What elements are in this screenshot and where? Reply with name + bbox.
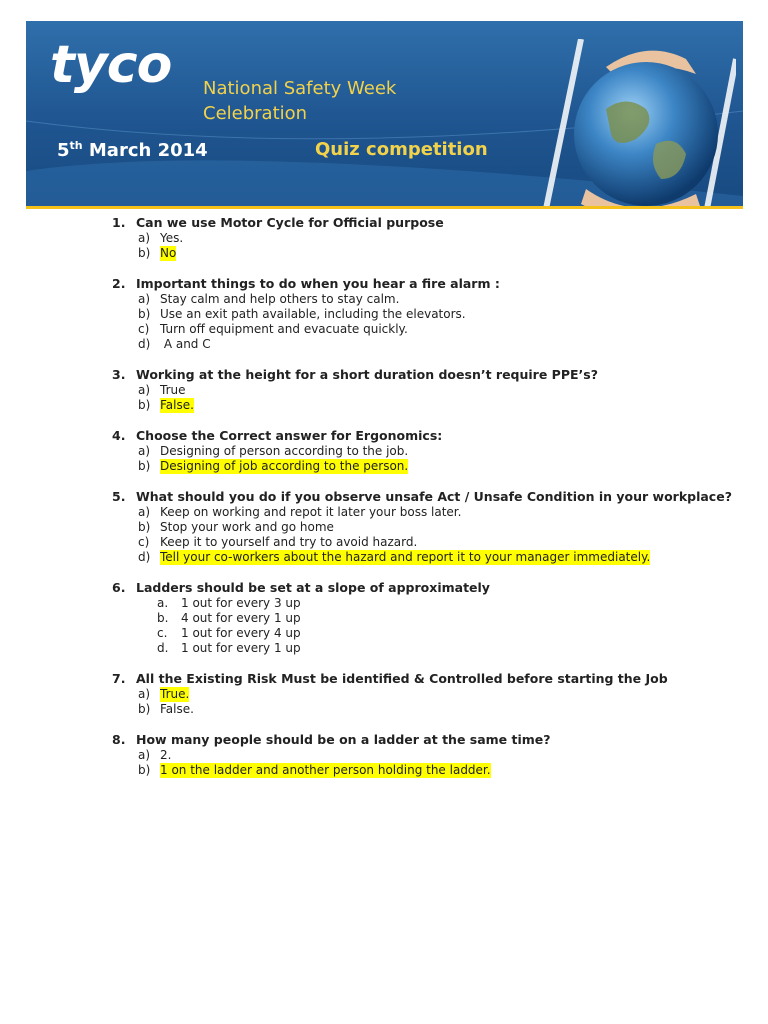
quiz-content bbox=[112, 214, 732, 792]
option: a) 2. bbox=[138, 748, 172, 762]
globe-in-hands-image bbox=[536, 39, 736, 209]
question-1 bbox=[112, 214, 732, 261]
question-text: Important things to do when you hear a fire alarm : bbox=[136, 276, 500, 291]
tyco-logo: tyco bbox=[50, 35, 172, 95]
question-text: All the Existing Risk Must be identified & Controlled before starting the Job bbox=[136, 671, 668, 686]
question-4 bbox=[112, 427, 732, 474]
question-text: Working at the height for a short duration doesn’t require PPE’s? bbox=[136, 367, 598, 382]
option-answer: b) Designing of job according to the person. bbox=[138, 459, 409, 473]
question-number: 1. bbox=[112, 215, 126, 230]
question-number: 2. bbox=[112, 276, 126, 291]
option: a) Stay calm and help others to stay calm. bbox=[138, 292, 400, 306]
question-number: 6. bbox=[112, 580, 126, 595]
option: d) A and C bbox=[138, 337, 211, 351]
question-2 bbox=[112, 275, 732, 352]
question-text: Choose the Correct answer for Ergonomics: bbox=[136, 428, 443, 443]
option-answer: b) 1 on the ladder and another person holding the ladder. bbox=[138, 763, 491, 777]
option: a) True bbox=[138, 383, 186, 397]
option: a) Designing of person according to the job. bbox=[138, 444, 409, 458]
question-6 bbox=[112, 579, 732, 656]
question-text: Can we use Motor Cycle for Official purpose bbox=[136, 215, 444, 230]
option-answer: a) True. bbox=[138, 687, 190, 701]
question-7 bbox=[112, 670, 732, 717]
question-number: 7. bbox=[112, 671, 126, 686]
option: a) Yes. bbox=[138, 231, 184, 245]
option: b) False. bbox=[138, 702, 194, 716]
option-answer: b) False. bbox=[138, 398, 194, 412]
header-banner bbox=[26, 21, 743, 209]
question-5 bbox=[112, 488, 732, 565]
option: a) Keep on working and repot it later your boss later. bbox=[138, 505, 462, 519]
question-number: 4. bbox=[112, 428, 126, 443]
option: c. 1 out for every 4 up bbox=[157, 626, 301, 640]
option: b. 4 out for every 1 up bbox=[157, 611, 301, 625]
question-8 bbox=[112, 731, 732, 778]
question-text: What should you do if you observe unsafe Act / Unsafe Condition in your workplace? bbox=[136, 489, 732, 504]
question-text: Ladders should be set at a slope of approximately bbox=[136, 580, 490, 595]
question-number: 5. bbox=[112, 489, 126, 504]
event-title: National Safety Week Celebration bbox=[203, 78, 397, 124]
quiz-label: Quiz competition bbox=[315, 139, 488, 160]
option: b) Use an exit path available, including the elevators. bbox=[138, 307, 466, 321]
option: d. 1 out for every 1 up bbox=[157, 641, 301, 655]
option: b) Stop your work and go home bbox=[138, 520, 334, 534]
option-answer: b) No bbox=[138, 246, 177, 260]
event-date: 5th March 2014 bbox=[57, 139, 208, 161]
question-number: 8. bbox=[112, 732, 126, 747]
question-text: How many people should be on a ladder at the same time? bbox=[136, 732, 551, 747]
option: a. 1 out for every 3 up bbox=[157, 596, 301, 610]
question-number: 3. bbox=[112, 367, 126, 382]
option-answer: d) Tell your co-workers about the hazard and report it to your manager immediately. bbox=[138, 550, 651, 564]
question-3 bbox=[112, 366, 732, 413]
option: c) Keep it to yourself and try to avoid hazard. bbox=[138, 535, 418, 549]
option: c) Turn off equipment and evacuate quickly. bbox=[138, 322, 408, 336]
